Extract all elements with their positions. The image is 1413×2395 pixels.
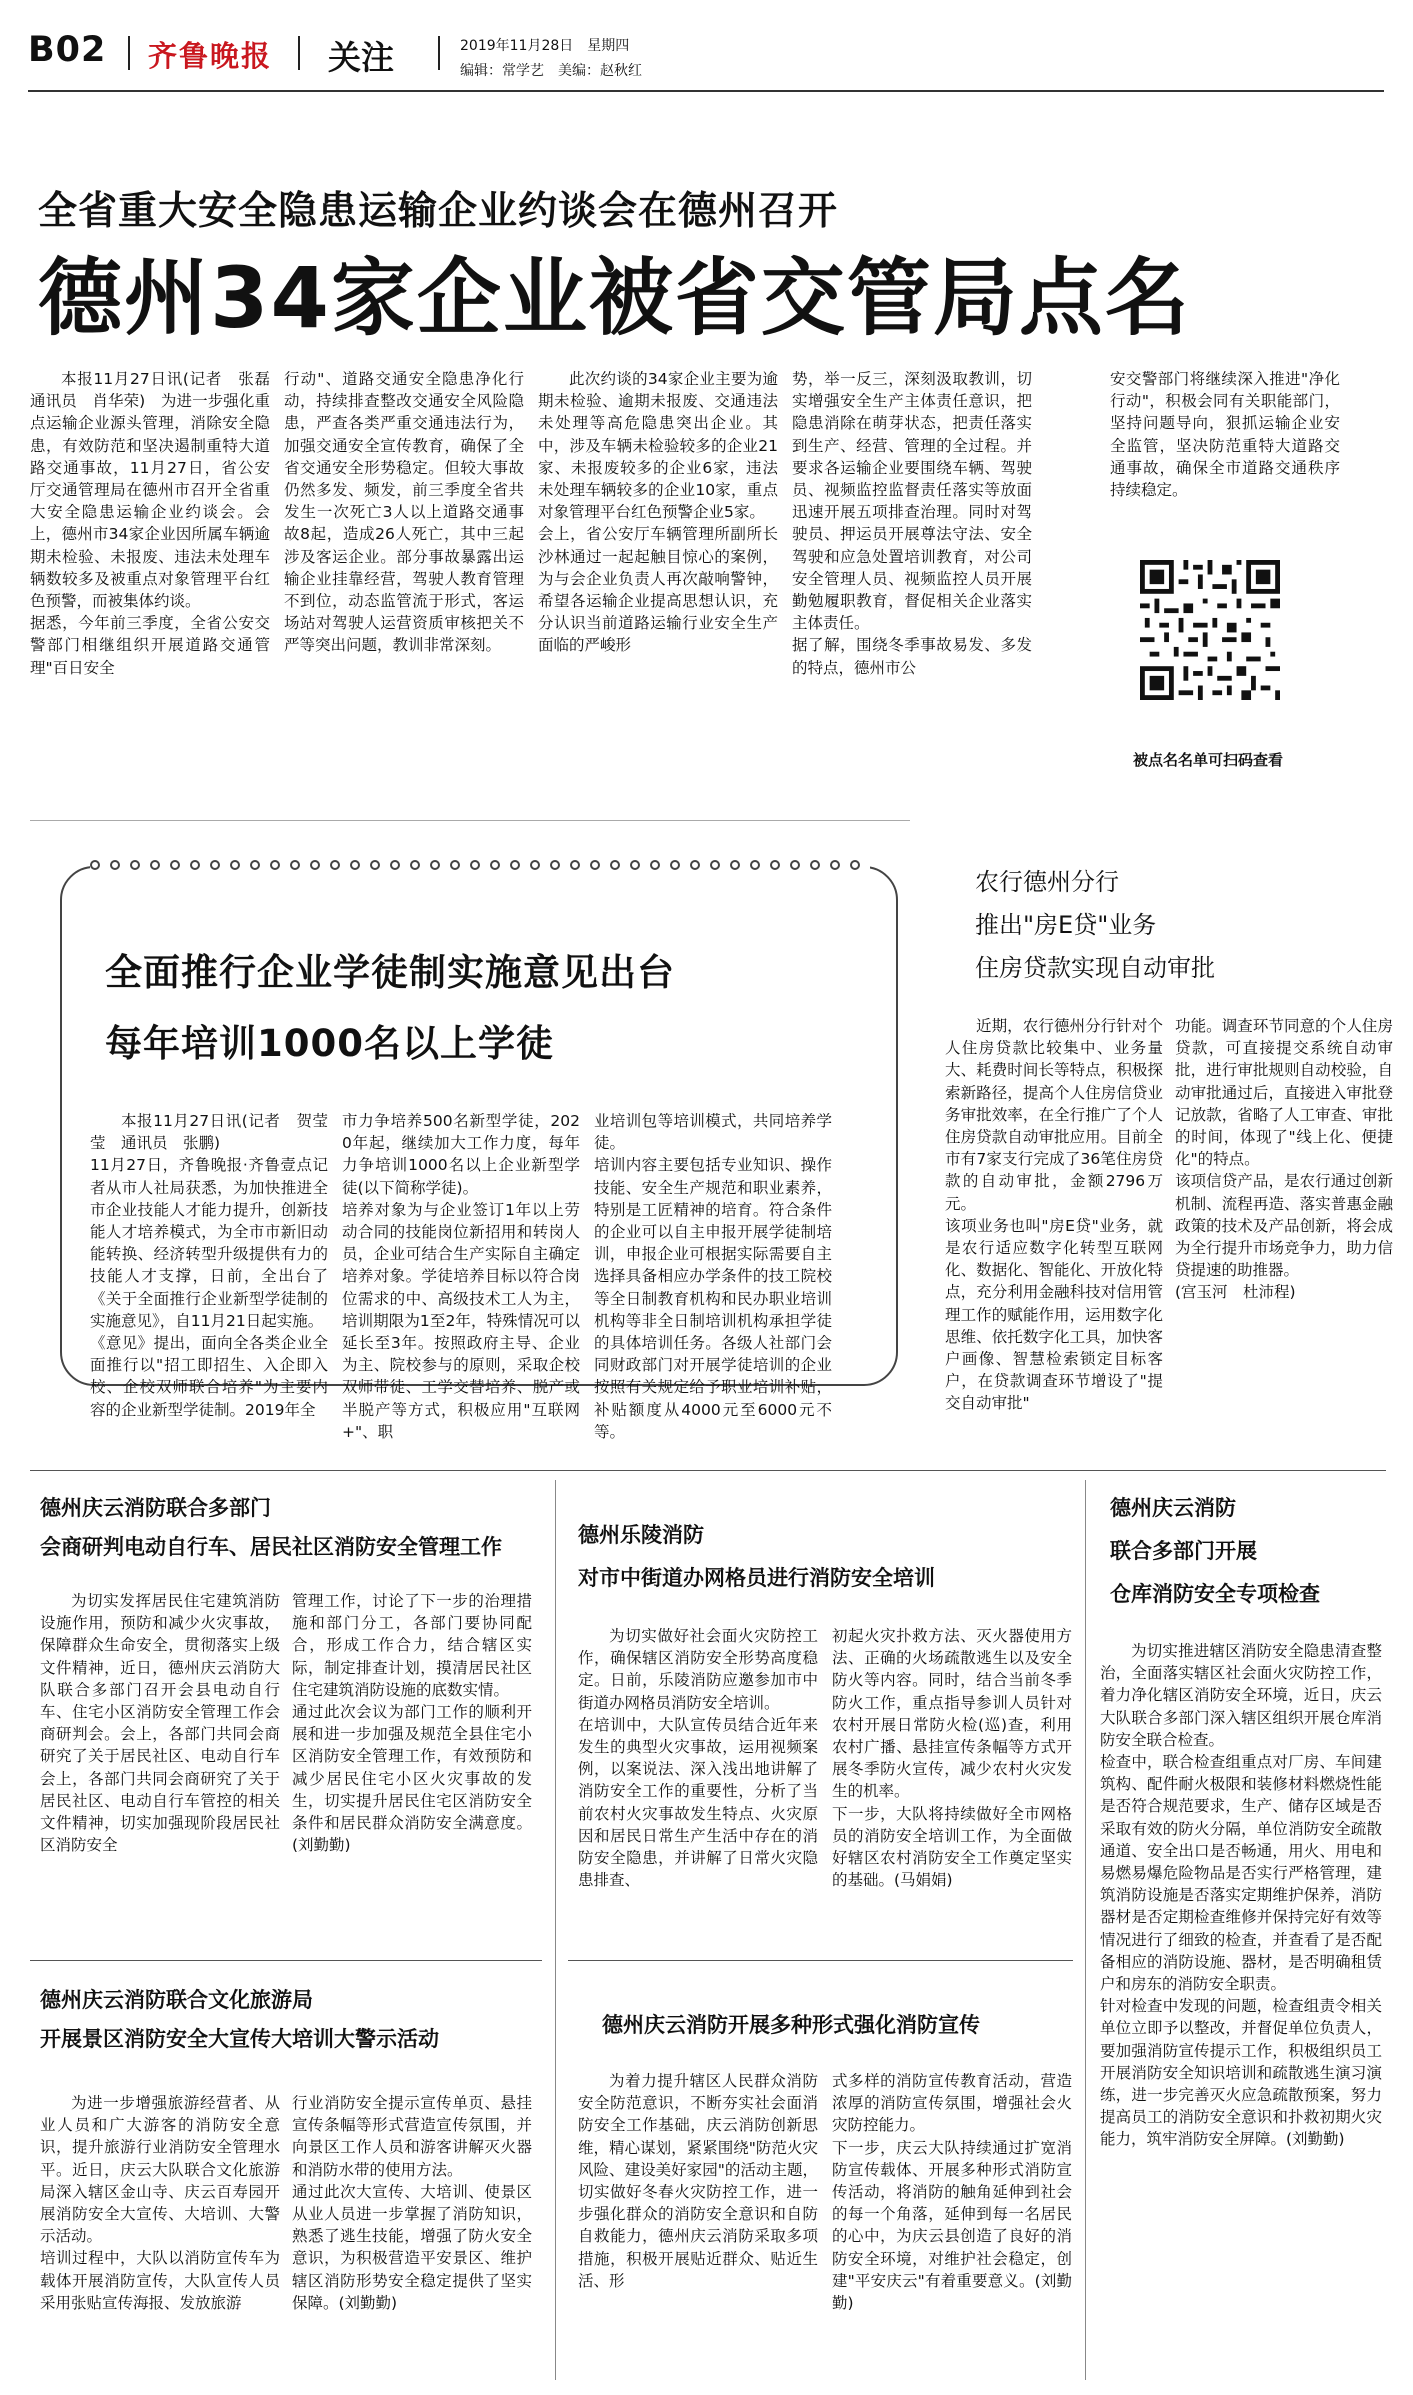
box-ornament <box>90 860 870 874</box>
brief-1-title-2: 会商研判电动自行车、居民社区消防安全管理工作 <box>40 1535 502 1559</box>
brief-3-column <box>1100 1640 1382 2380</box>
apprentice-subtitle: 每年培训1000名以上学徒 <box>105 1022 554 1065</box>
article-text: 行业消防安全提示宣传单页、悬挂宣传条幅等形式营造宣传氛围，并向景区工作人员和游客讲解灭火器和消防水带的使用方法。 通过此次大宣传、大培训、使景区从业人员进一步掌握了消防知识，熟悉了逃生技能，增强了防火安全意识，为积极营造平安景区、维护辖区消防形势安全稳定提供了坚实保障。(刘勤勤) <box>292 2094 532 2312</box>
article-text: 功能。调查环节同意的个人住房贷款，可直接提交系统自动审批，进行审批规则自动校验，自动审批通过后，直接进入审批登记放款，省略了人工审查、审批的时间，体现了"线上化、便捷化"的特点。 该项信贷产品，是农行通过创新机制、流程再造、落实普惠金融政策的技术及产品创新，将会成为全行提升市场竞争力，助力信贷提速的助推器。 (宫玉河 杜沛程) <box>1175 1017 1393 1302</box>
article-text: 为切实推进辖区消防安全隐患清查整治，全面落实辖区社会面火灾防控工作，着力净化辖区消防安全环境，近日，庆云大队联合多部门深入辖区组织开展仓库消防安全联合检查。 检查中，联合检查组重点对厂房、车间建筑构、配件耐火极限和装修材料燃烧性能是否符合规范要求，生产、储存区域是否采取有效的防火分隔，单位消防安全疏散通道、安全出口是否畅通，用火、用电和易燃易爆危险物品是否实行严格管理，建筑消防设施是否落实定期维护保养，消防器材是否定期检查维修并保持完好有效等情况进行了细致的检查，并查看了是否配备相应的消防设施、器材，是否明确租赁户和房东的消防安全职责。 针对检查中发现的问题，检查组责令相关单位立即予以整改，并督促单位负责人，要加强消防宣传提示工作，积极组织员工开展消防安全知识培训和疏散逃生演习演练，进一步完善灭火应急疏散预案，努力提高员工的消防安全意识和扑救初期火灾能力，筑牢消防安全屏障。(刘勤勤) <box>1100 1642 1382 2149</box>
paper-name-logo: 齐鲁晚报 <box>148 39 273 73</box>
apprentice-column-1 <box>90 1110 328 1419</box>
column-rule <box>555 1480 556 2380</box>
brief-3-title-3: 仓库消防安全专项检查 <box>1110 1582 1320 1606</box>
brief-2-title-1: 德州乐陵消防 <box>578 1523 704 1547</box>
article-text: 行动"、道路交通安全隐患净化行动，持续排查整改交通安全风险隐患，严查各类严重交通违法行为，加强交通安全宣传教育，确保了全省交通安全形势稳定。但较大事故仍然多发、频发，前三季度全省共发生一次死亡3人以上道路交通事故8起，造成26人死亡，其中三起涉及客运企业。部分事故暴露出运输企业挂靠经营，驾驶人教育管理不到位，动态监管流于形式，客运场站对驾驶人运营资质审核把关不严等突出问题，教训非常深刻。 <box>284 370 524 655</box>
brief-4-column-2 <box>292 2092 532 2382</box>
brief-5-column-1 <box>578 2070 818 2380</box>
lead-column-5 <box>1110 368 1340 508</box>
article-text: 本报11月27日讯(记者 贺莹莹 通讯员 张鹏) 11月27日，齐鲁晚报·齐鲁壹点记者从市人社局获悉，为加快推进全市企业技能人才能力提升，创新技能人才培养模式，为全市市新旧动能转换、经济转型升级提供有力的技能人才支撑，日前，全出台了《关于全面推行企业新型学徒制的实施意见》，自11月21日起实施。 《意见》提出，面向全各类企业全面推行以"招工即招生、入企即入校、企校双师联合培养"为主要内容的企业新型学徒制。2019年全 <box>90 1112 328 1419</box>
bank-column-1 <box>945 1015 1163 1465</box>
issue-date: 2019年11月28日 星期四 <box>460 38 630 54</box>
brief-2-column-1 <box>578 1625 818 1955</box>
masthead <box>28 30 678 84</box>
article-text: 本报11月27日讯(记者 张磊 通讯员 肖华荣) 为进一步强化重点运输企业源头管理，消除安全隐患，有效防范和坚决遏制重特大道路交通事故，11月27日，省公安厅交通管理局在德州市召开全省重大安全隐患运输企业约谈会。会上，德州市34家企业因所属车辆逾期未检验、未报废、违法未处理车辆数较多及被重点对象管理平台红色预警，而被集体约谈。 据悉，今年前三季度，全省公安交警部门相继组织开展道路交通管理"百日安全 <box>30 370 270 677</box>
brief-4-column-1 <box>40 2092 280 2382</box>
qr-code[interactable] <box>1140 560 1280 700</box>
article-text: 市力争培养500名新型学徒，2020年起，继续加大工作力度，每年力争培训1000名以上企业新型学徒(以下简称学徒)。 培养对象为与企业签订1年以上劳动合同的技能岗位新招用和转岗人员，企业可结合生产实际自主确定培养对象。学徒培养目标以符合岗位需求的中、高级技术工人为主，培训期限为1至2年，特殊情况可以延长至3年。按照政府主导、企业为主、院校参与的原则，采取企校双师带徒、工学交替培养、脱产或半脱产等方式，积极应用"互联网+"、职 <box>342 1112 580 1441</box>
section-name: 关注 <box>328 38 394 77</box>
lead-column-4 <box>792 368 1032 773</box>
divider <box>298 36 300 70</box>
lead-subtitle: 全省重大安全隐患运输企业约谈会在德州召开 <box>38 189 839 234</box>
brief-3-title-2: 联合多部门开展 <box>1110 1539 1257 1563</box>
brief-1-column-1 <box>40 1590 280 1920</box>
section-rule <box>568 1960 1073 1961</box>
editor-credits: 编辑：常学艺 美编：赵秋红 <box>460 63 642 79</box>
brief-2-column-2 <box>832 1625 1072 1955</box>
article-text: 安交警部门将继续深入推进"净化行动"，积极会同有关职能部门，坚持问题导向，狠抓运输企业安全监管，坚决防范重特大道路交通事故，确保全市道路交通秩序持续稳定。 <box>1110 370 1340 500</box>
article-text: 为进一步增强旅游经营者、从业人员和广大游客的消防安全意识，提升旅游行业消防安全管理水平。近日，庆云大队联合文化旅游局深入辖区金山寺、庆云百寿园开展消防安全大宣传、大培训、大警示活动。 培训过程中，大队以消防宣传车为载体开展消防宣传，大队宣传人员采用张贴宣传海报、发放旅游 <box>40 2094 280 2312</box>
lead-column-3 <box>538 368 778 773</box>
article-text: 为着力提升辖区人民群众消防安全防范意识，不断夯实社会面消防安全工作基础，庆云消防创新思维，精心谋划，紧紧围绕"防范火灾风险、建设美好家园"的活动主题，切实做好冬春火灾防控工作，进一步强化群众的消防安全意识和自防自救能力，德州庆云消防采取多项措施，积极开展贴近群众、贴近生活、形 <box>578 2072 818 2290</box>
bank-column-2 <box>1175 1015 1393 1465</box>
brief-5-title: 德州庆云消防开展多种形式强化消防宣传 <box>602 2013 980 2037</box>
apprentice-column-2 <box>342 1110 580 1441</box>
brief-1-title-1: 德州庆云消防联合多部门 <box>40 1496 271 1520</box>
article-text: 为切实做好社会面火灾防控工作，确保辖区消防安全形势高度稳定。日前，乐陵消防应邀参加市中街道办网格员消防安全培训。 在培训中，大队宣传员结合近年来发生的典型火灾事故，运用视频案例，以案说法、深入浅出地讲解了消防安全工作的重要性，分析了当前农村火灾事故发生特点、火灾原因和居民日常生产生活中存在的消防安全隐患，并讲解了日常火灾隐患排查、 <box>578 1627 818 1890</box>
section-rule <box>30 1470 1386 1471</box>
apprentice-column-3 <box>594 1110 832 1441</box>
article-text: 近期，农行德州分行针对个人住房贷款比较集中、业务量大、耗费时间长等特点，积极探索新路径，提高个人住房信贷业务审批效率，在全行推广了个人住房贷款自动审批应用。目前全市有7家支行完成了36笔住房贷款的自动审批，金额2796万元。 该项业务也叫"房E贷"业务，就是农行适应数字化转型互联网化、数据化、智能化、开放化特点，充分利用金融科技对信用管理工作的赋能作用，运用数字化思维、依托数字化工具，加快客户画像、智慧检索锁定目标客户，在贷款调查环节增设了"提交自动审批" <box>945 1017 1163 1413</box>
article-text: 管理工作，讨论了下一步的治理措施和部门分工，各部门要协同配合，形成工作合力，结合辖区实际，制定排查计划，摸清居民社区住宅建筑消防设施的底数实情。 通过此次会议为部门工作的顺利开展和进一步加强及规范全县住宅小区消防安全管理工作，有效预防和减少居民住宅小区火灾事故的发生，切实提升居民住宅区消防安全条件和居民群众消防安全满意度。(刘勤勤) <box>292 1592 532 1855</box>
header-rule <box>28 90 1384 92</box>
brief-1-column-2 <box>292 1590 532 1920</box>
section-rule <box>30 1960 542 1961</box>
divider <box>128 36 130 70</box>
qr-caption: 被点名名单可扫码查看 <box>1133 751 1284 769</box>
bank-title-3: 住房贷款实现自动审批 <box>975 954 1215 982</box>
brief-5-column-2 <box>832 2070 1072 2380</box>
article-text: 为切实发挥居民住宅建筑消防设施作用，预防和减少火灾事故，保障群众生命安全，贯彻落实上级文件精神，近日，德州庆云消防大队联合多部门召开会县电动自行车、住宅小区消防安全管理工作会商研判会。会上，各部门共同会商研究了关于居民社区、电动自行车会上，各部门共同会商研究了关于居民社区、电动自行车管控的相关文件精神，切实加强现阶段居民社区消防安全 <box>40 1592 280 1855</box>
column-rule <box>1085 1480 1086 2380</box>
article-text: 初起火灾扑救方法、灭火器使用方法、正确的火场疏散逃生以及安全防火等内容。同时，结合当前冬季防火工作，重点指导参训人员针对农村开展日常防火检(巡)查，利用农村广播、悬挂宣传条幅等方式开展冬季防火宣传，减少农村火灾发生的机率。 下一步，大队将持续做好全市网格员的消防安全培训工作，为全面做好辖区农村消防安全工作奠定坚实的基础。(马娟娟) <box>832 1627 1072 1890</box>
lead-headline: 德州34家企业被省交管局点名 <box>38 249 1191 347</box>
brief-3-title-1: 德州庆云消防 <box>1110 1496 1236 1520</box>
brief-4-title-2: 开展景区消防安全大宣传大培训大警示活动 <box>40 2027 439 2051</box>
lead-column-1 <box>30 368 270 773</box>
bank-title-1: 农行德州分行 <box>975 868 1119 896</box>
brief-4-title-1: 德州庆云消防联合文化旅游局 <box>40 1988 313 2012</box>
section-rule <box>30 820 910 821</box>
article-text: 业培训包等培训模式，共同培养学徒。 培训内容主要包括专业知识、操作技能、安全生产规范和职业素养，特别是工匠精神的培育。符合条件的企业可以自主申报开展学徒制培训，申报企业可根据实际需要自主选择具备相应办学条件的技工院校等全日制教育机构和民办职业培训机构等非全日制培训机构承担学徒的具体培训任务。各级人社部门会同财政部门对开展学徒培训的企业按照有关规定给予职业培训补贴，补贴额度从4000元至6000元不等。 <box>594 1112 832 1441</box>
article-text: 式多样的消防宣传教育活动，营造浓厚的消防宣传氛围，增强社会火灾防控能力。 下一步，庆云大队持续通过扩宽消防宣传载体、开展多种形式消防宣传活动，将消防的触角延伸到社会的每一个角落，延伸到每一名居民的心中，为庆云县创造了良好的消防安全环境，对维护社会稳定，创建"平安庆云"有着重要意义。(刘勤勤) <box>832 2072 1072 2313</box>
article-text: 势，举一反三，深刻汲取教训，切实增强安全生产主体责任意识，把隐患消除在萌芽状态，把责任落实到生产、经营、管理的全过程。并要求各运输企业要围绕车辆、驾驶员、视频监控监督责任落实等放面迅速开展五项排查治理。同时对驾驶员、押运员开展尊法守法、安全驾驶和应急处置培训教育，对公司安全管理人员、视频监控人员开展勤勉履职教育，督促相关企业落实主体责任。 据了解，围绕冬季事故易发、多发的特点，德州市公 <box>792 370 1032 677</box>
divider <box>438 36 440 70</box>
page-number: B02 <box>28 30 107 70</box>
lead-column-2 <box>284 368 524 773</box>
apprentice-title: 全面推行企业学徒制实施意见出台 <box>105 951 675 994</box>
article-text: 此次约谈的34家企业主要为逾期未检验、逾期未报废、交通违法未处理等高危隐患突出企业。其中，涉及车辆未检验较多的企业21家、未报废较多的企业6家，违法未处理车辆较多的企业10家，重点对象管理平台红色预警企业5家。 会上，省公安厅车辆管理所副所长沙林通过一起起触目惊心的案例，为与会企业负责人再次敲响警钟，希望各运输企业提高思想认识，充分认识当前道路运输行业安全生产面临的严峻形 <box>538 370 778 655</box>
bank-title-2: 推出"房E贷"业务 <box>975 911 1157 939</box>
brief-2-title-2: 对市中街道办网格员进行消防安全培训 <box>578 1566 935 1590</box>
